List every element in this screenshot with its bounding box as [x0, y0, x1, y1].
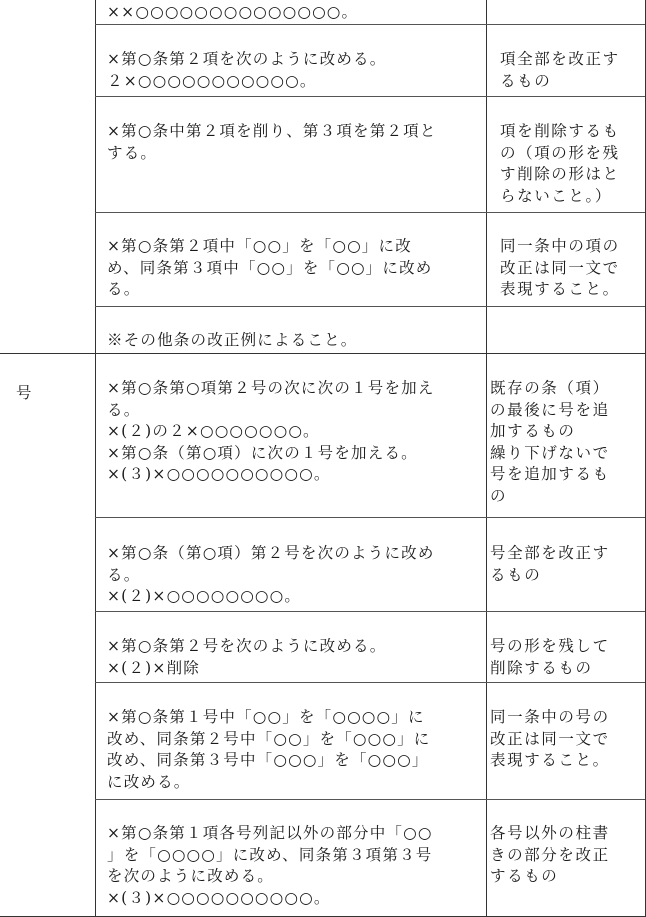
note-text: 同一条中の項の 改正は同一文で 表現すること。 [500, 237, 620, 298]
note-text: 同一条中の号の 改正は同一文で 表現すること。 [490, 708, 610, 769]
example-text: ×第○条中第２項を削り、第３項を第２項と する。 [107, 122, 437, 162]
note-text: 既存の条（項） の最後に号を追 加するもの 繰り下げないで 号を追加するも の [490, 379, 610, 505]
note-text: 各号以外の柱書 きの部分を改正 するもの [490, 824, 610, 885]
row-divider [95, 517, 645, 518]
section-label: 号 [16, 384, 32, 402]
row-divider [95, 799, 645, 800]
example-text: ×第○条（第○項）第２号を次のように改め る。 ×(２)×○○○○○○○○。 [107, 544, 435, 605]
column-divider-1-lower [95, 354, 96, 916]
column-divider-2 [486, 0, 487, 916]
row-divider [95, 306, 645, 307]
example-text: ×第○条第１項各号列記以外の部分中「○○ 」を「○○○○」に改め、同条第３項第３号 を次のように改める。 ×(３)×○○○○○○○○○○。 [107, 824, 433, 907]
note-text: 号全部を改正す るもの [490, 544, 610, 584]
row-divider [95, 96, 645, 97]
row-divider [95, 611, 645, 612]
note-text: 項を削除するも の（項の形を残 す削除の形はと らないこと。） [500, 122, 620, 205]
example-text: ×第○条第２項を次のように改める。 ２×○○○○○○○○○○○。 [107, 50, 387, 90]
example-text: ×第○条第○項第２号の次に次の１号を加え る。 ×(２)の２×○○○○○○○。 ×第○条（第○項）に次の１号を加える。 ×(３)×○○○○○○○○○○。 [107, 379, 435, 483]
example-text: ※その他条の改正例によること。 [107, 331, 358, 349]
example-text: ××○○○○○○○○○○○○○○。 [107, 3, 359, 21]
row-divider [95, 212, 645, 213]
row-divider [95, 682, 645, 683]
note-text: 号の形を残して 削除するもの [490, 637, 610, 677]
row-divider [95, 24, 645, 25]
note-text: 項全部を改正す るもの [500, 50, 620, 90]
example-text: ×第○条第１号中「○○」を「○○○○」に 改め、同条第２号中「○○」を「○○○」に 改め、同条第３号中「○○○」を「○○○」 に改める。 [107, 708, 431, 791]
example-text: ×第○条第２号を次のように改める。 ×(２)×削除 [107, 637, 387, 677]
column-divider-1 [95, 0, 96, 353]
example-text: ×第○条第２項中「○○」を「○○」に改 め、同条第３項中「○○」を「○○」に改め る。 [107, 237, 433, 298]
section-divider [0, 353, 645, 354]
